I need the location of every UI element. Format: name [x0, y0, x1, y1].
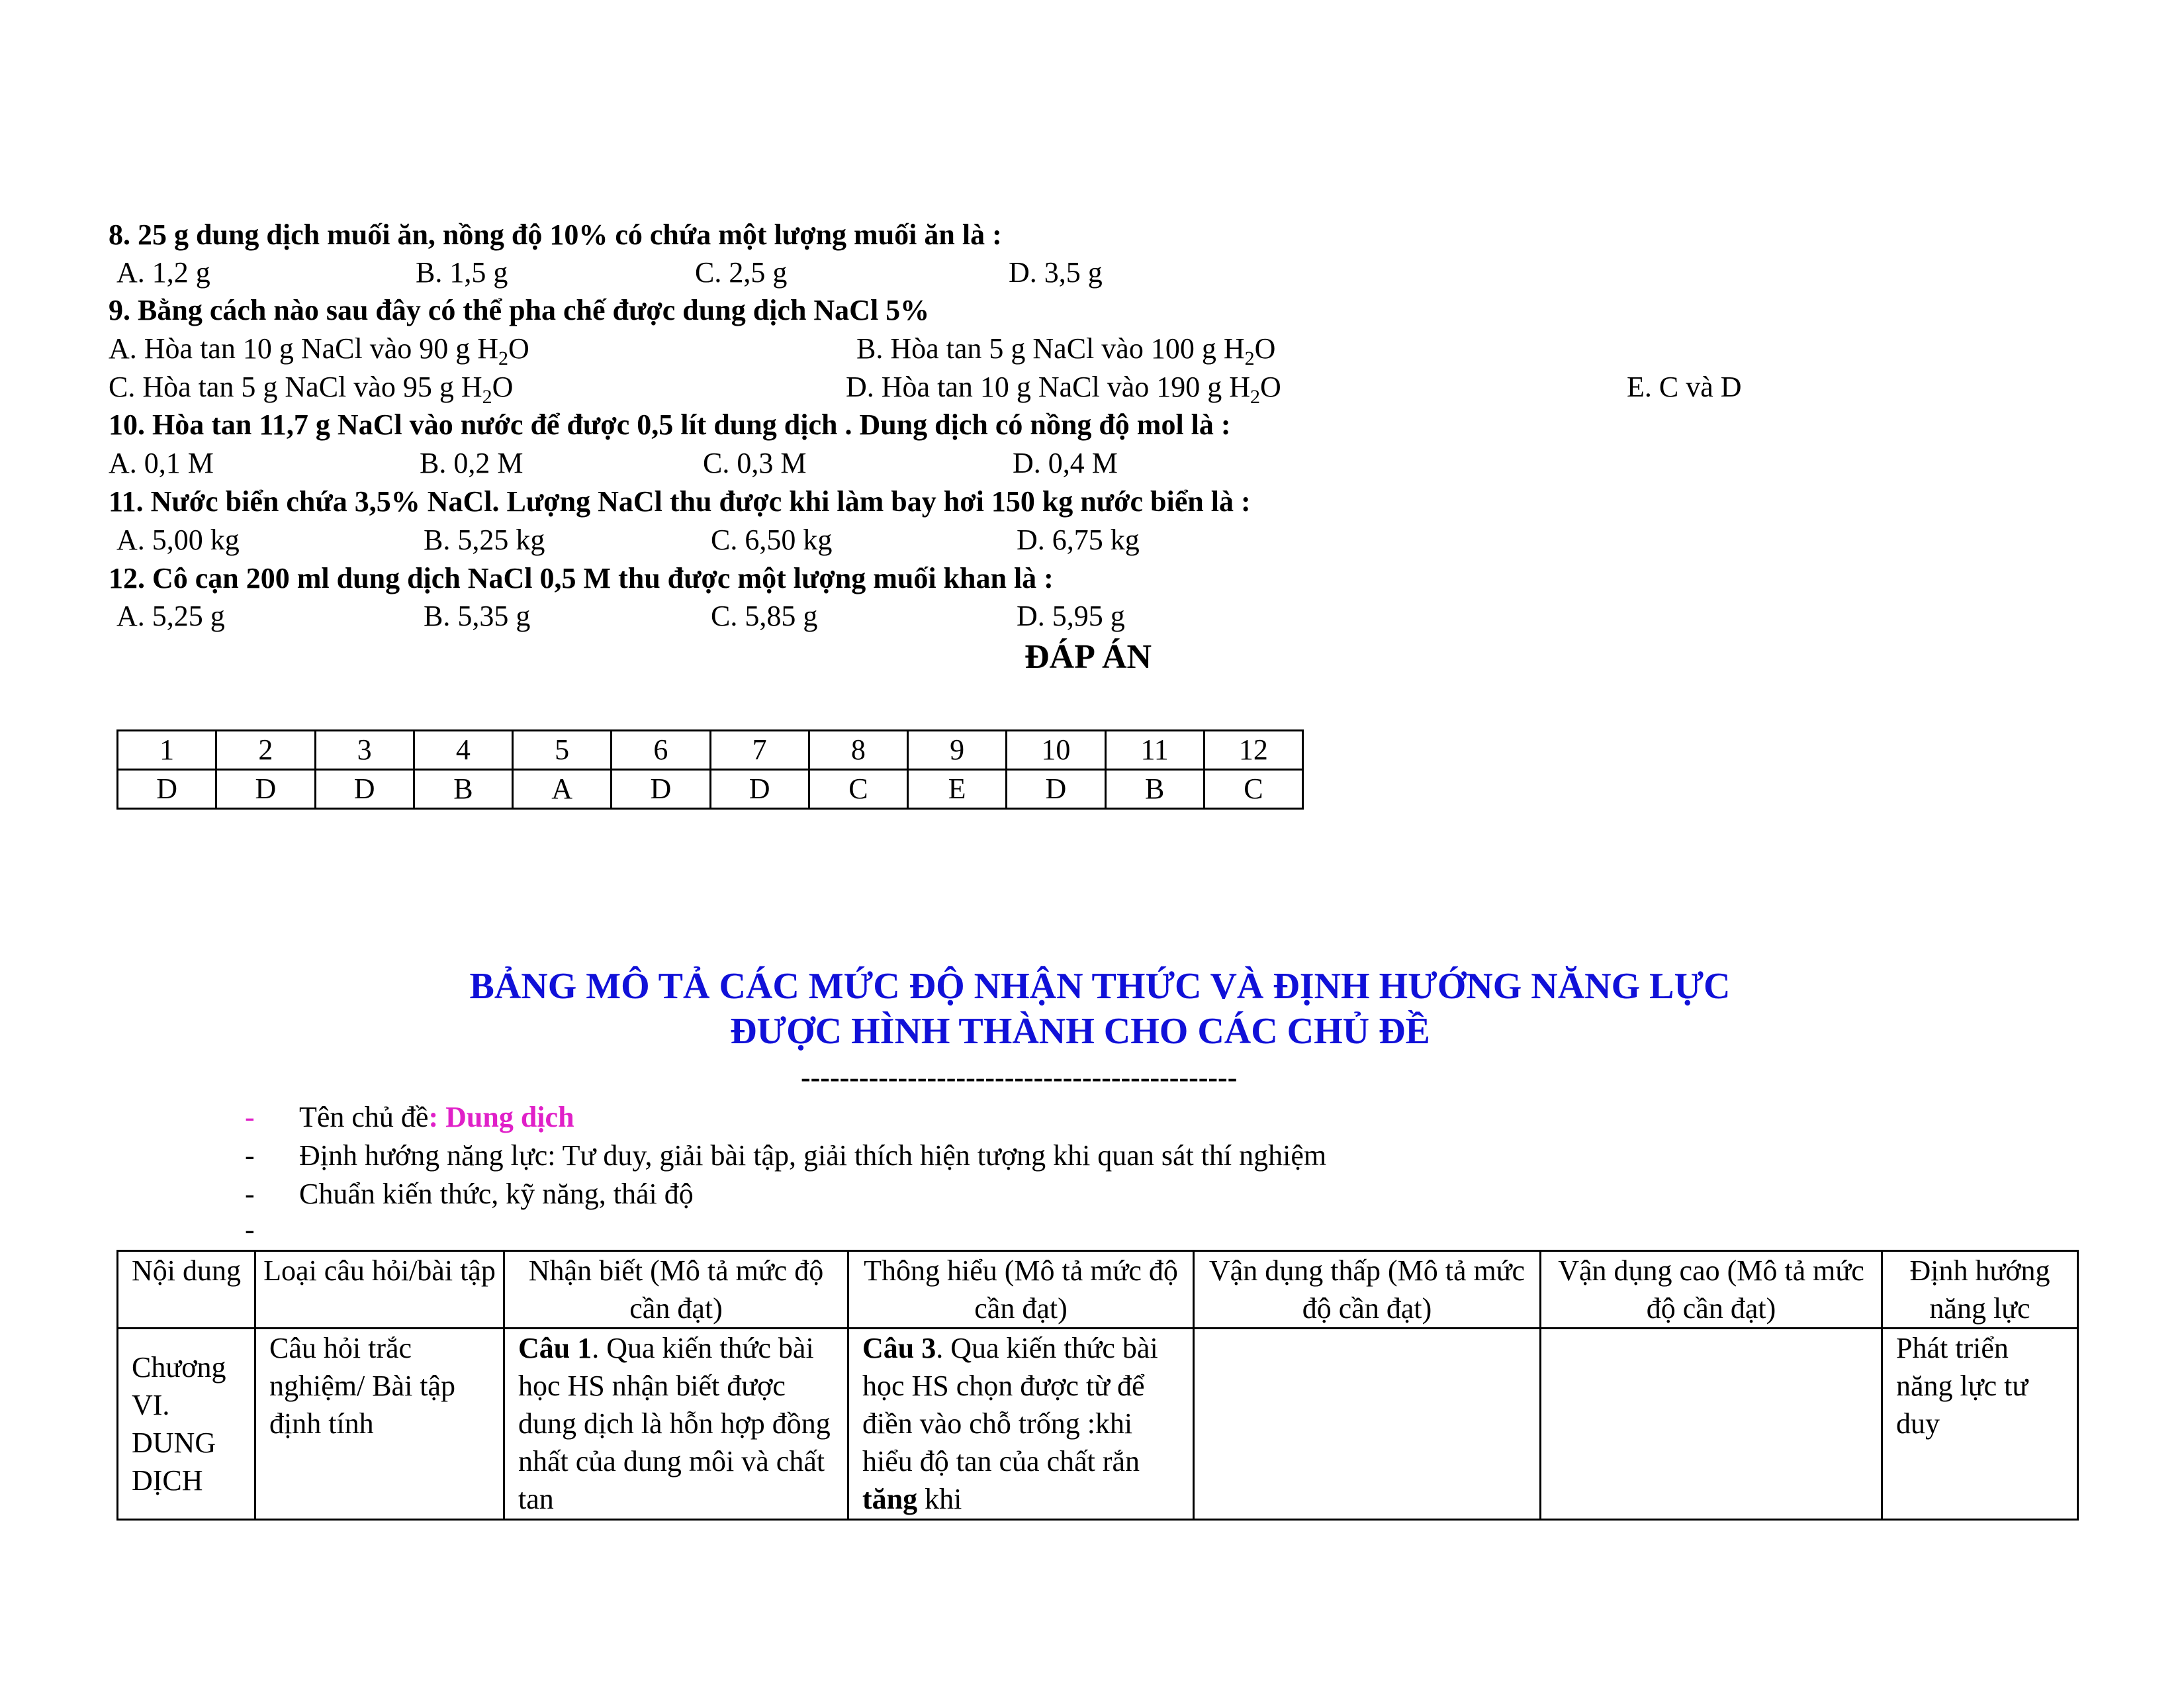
answer-key-title: ĐÁP ÁN	[1024, 638, 1152, 676]
question-10: 10. Hòa tan 11,7 g NaCl vào nước để được 0,5 lít dung dịch . Dung dịch có nồng độ mol là :	[109, 408, 1231, 441]
option-c: C. 6,50 kg	[711, 524, 833, 556]
cell-recognize: Câu 1. Qua kiến thức bài học HS nhận biết được dung dịch là hỗn hợp đồng nhất của dung môi và chất tan	[504, 1329, 848, 1520]
answer-number-row	[118, 731, 1303, 770]
header-understand: Thông hiểu (Mô tả mức độ cần đạt)	[848, 1251, 1194, 1329]
answer-key-table	[116, 729, 1304, 810]
option-d: D. 3,5 g	[1009, 256, 1103, 289]
option-a: A. 5,25 g	[116, 600, 225, 632]
bullet-mark: -	[245, 1213, 255, 1246]
header-competence: Định hướng năng lực	[1882, 1251, 2078, 1329]
bullet-mark: -	[245, 1178, 255, 1210]
answer-number: 8	[809, 731, 907, 770]
answer-number: 10	[1007, 731, 1105, 770]
cell-apply-low	[1194, 1329, 1541, 1520]
answer-letter: A	[513, 770, 612, 809]
bullet-mark: -	[245, 1101, 255, 1133]
section-title-line1: BẢNG MÔ TẢ CÁC MỨC ĐỘ NHẬN THỨC VÀ ĐỊNH HƯỚNG NĂNG LỰC	[469, 966, 1731, 1007]
option-c: C. 5,85 g	[711, 600, 818, 632]
option-b: B. 5,35 g	[424, 600, 531, 632]
table-header-row	[118, 1251, 2078, 1329]
cell-competence: Phát triển năng lực tư duy	[1882, 1329, 2078, 1520]
answer-number: 5	[513, 731, 612, 770]
option-d: D. 6,75 kg	[1017, 524, 1140, 556]
option-a: A. Hòa tan 10 g NaCl vào 90 g $H_2O$	[109, 332, 529, 369]
answer-letter: B	[1105, 770, 1204, 809]
answer-letter: D	[118, 770, 216, 809]
cell-question-type: Câu hỏi trắc nghiệm/ Bài tập định tính	[255, 1329, 504, 1520]
option-a: A. 1,2 g	[116, 256, 210, 289]
header-content: Nội dung	[118, 1251, 255, 1329]
answer-number: 6	[612, 731, 710, 770]
header-apply-low: Vận dụng thấp (Mô tả mức độ cần đạt)	[1194, 1251, 1541, 1329]
answer-number: 4	[414, 731, 512, 770]
answer-letter: D	[612, 770, 710, 809]
topic-label: Tên chủ đề	[299, 1101, 429, 1133]
answer-number: 9	[908, 731, 1007, 770]
bullet-mark: -	[245, 1139, 255, 1172]
header-recognize: Nhận biết (Mô tả mức độ cần đạt)	[504, 1251, 848, 1329]
answer-letter: B	[414, 770, 512, 809]
option-b: B. Hòa tan 5 g NaCl vào 100 g $H_2O$	[856, 332, 1276, 369]
option-a: A. 0,1 M	[109, 447, 214, 479]
option-b: B. 1,5 g	[416, 256, 508, 289]
answer-letter-row	[118, 770, 1303, 809]
answer-number: 7	[710, 731, 809, 770]
option-d: D. Hòa tan 10 g NaCl vào 190 g $H_2O$	[846, 371, 1281, 408]
topic-value: : Dung dịch	[428, 1101, 574, 1133]
option-d: D. 0,4 M	[1013, 447, 1118, 479]
answer-letter: D	[216, 770, 315, 809]
question-8: 8. 25 g dung dịch muối ăn, nồng độ 10% có chứa một lượng muối ăn là :	[109, 218, 1002, 251]
section-title-line2: ĐƯỢC HÌNH THÀNH CHO CÁC CHỦ ĐỀ	[730, 1011, 1430, 1052]
cell-understand: Câu 3. Qua kiến thức bài học HS chọn được từ để điền vào chỗ trống :khi hiểu độ tan của chất rắn tăng khi	[848, 1329, 1194, 1520]
cell-apply-high	[1541, 1329, 1882, 1520]
option-c: C. Hòa tan 5 g NaCl vào 95 g $H_2O$	[109, 371, 514, 408]
option-a: A. 5,00 kg	[116, 524, 240, 556]
answer-letter: C	[1204, 770, 1302, 809]
option-d: D. 5,95 g	[1017, 600, 1125, 632]
option-e: E. C và D	[1627, 371, 1742, 403]
option-b: B. 5,25 kg	[424, 524, 545, 556]
table-row	[118, 1329, 2078, 1520]
cell-content: Chương VI. DUNG DỊCH	[118, 1329, 255, 1520]
answer-letter: E	[908, 770, 1007, 809]
header-apply-high: Vận dụng cao (Mô tả mức độ cần đạt)	[1541, 1251, 1882, 1329]
option-c: C. 2,5 g	[695, 256, 788, 289]
answer-number: 12	[1204, 731, 1302, 770]
answer-letter: D	[710, 770, 809, 809]
answer-number: 11	[1105, 731, 1204, 770]
answer-number: 3	[315, 731, 414, 770]
answer-letter: D	[315, 770, 414, 809]
answer-number: 1	[118, 731, 216, 770]
description-table	[116, 1250, 2079, 1521]
question-9: 9. Bằng cách nào sau đây có thể pha chế được dung dịch NaCl 5%	[109, 294, 930, 326]
answer-letter: C	[809, 770, 907, 809]
competence-text: Định hướng năng lực: Tư duy, giải bài tập, giải thích hiện tượng khi quan sát thí nghiệm	[299, 1139, 1327, 1172]
answer-number: 2	[216, 731, 315, 770]
standards-text: Chuẩn kiến thức, kỹ năng, thái độ	[299, 1178, 694, 1210]
option-b: B. 0,2 M	[420, 447, 523, 479]
question-12: 12. Cô cạn 200 ml dung dịch NaCl 0,5 M thu được một lượng muối khan là :	[109, 562, 1054, 594]
option-c: C. 0,3 M	[703, 447, 807, 479]
header-question-type: Loại câu hỏi/bài tập	[255, 1251, 504, 1329]
answer-letter: D	[1007, 770, 1105, 809]
question-11: 11. Nước biển chứa 3,5% NaCl. Lượng NaCl thu được khi làm bay hơi 150 kg nước biển là :	[109, 485, 1251, 518]
section-separator: ---------------------------------------------	[801, 1061, 1238, 1094]
